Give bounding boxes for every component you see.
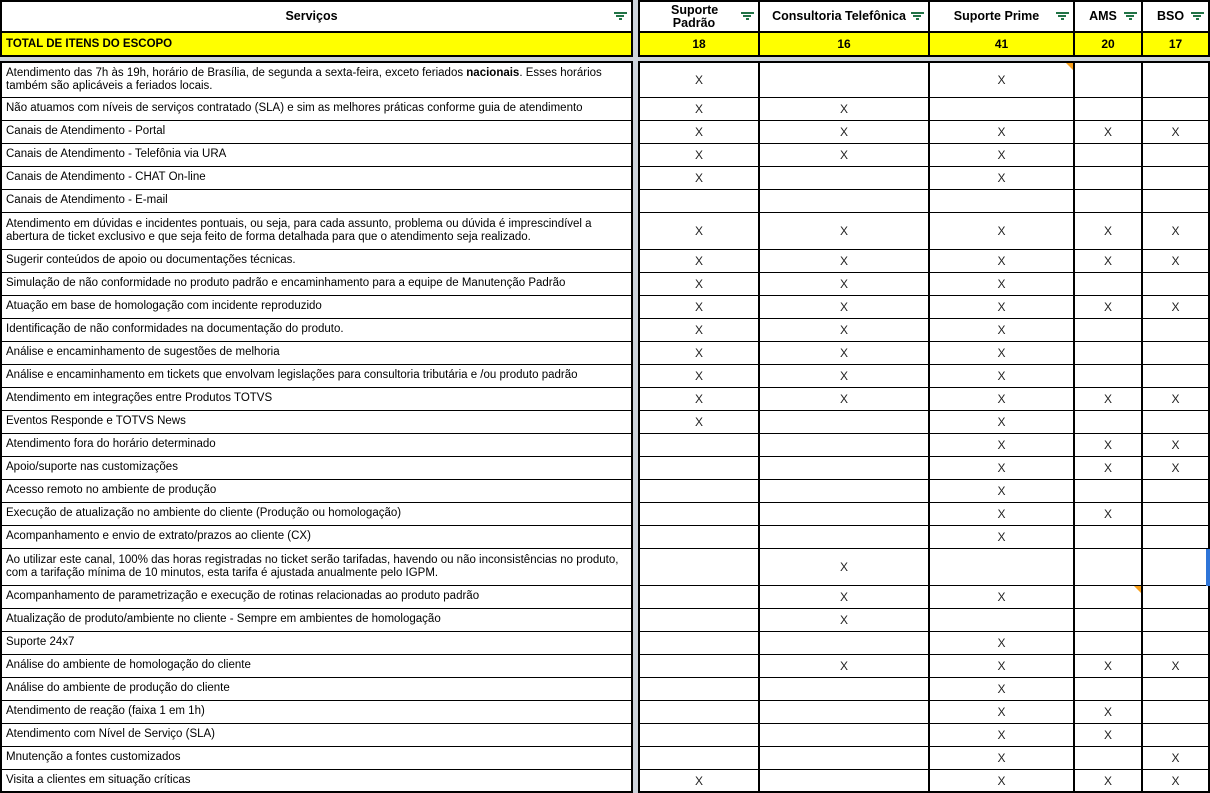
- table-row: [0, 770, 1210, 793]
- comment-indicator-icon: [1134, 586, 1141, 593]
- mark-cell-ams[interactable]: X: [1075, 655, 1143, 678]
- mark-cell-suporte-prime[interactable]: X: [930, 296, 1075, 319]
- service-name: Identificação de não conformidades na documentação do produto.: [6, 323, 344, 336]
- mark-cell-suporte-prime[interactable]: X: [930, 388, 1075, 411]
- mark-cell-suporte-padrao[interactable]: X: [638, 411, 760, 434]
- service-name-cell[interactable]: [0, 701, 633, 724]
- mark-cell-bso[interactable]: [1143, 342, 1210, 365]
- total-suporte-padrao[interactable]: 18: [638, 33, 760, 57]
- service-name: Apoio/suporte nas customizações: [6, 461, 178, 474]
- mark-cell-bso[interactable]: [1143, 480, 1210, 503]
- mark-cell-suporte-padrao[interactable]: [638, 678, 760, 701]
- header-label: Serviços: [285, 9, 338, 23]
- totals-label: TOTAL DE ITENS DO ESCOPO: [6, 38, 173, 50]
- service-name-cell[interactable]: [0, 503, 633, 526]
- service-name-cell[interactable]: [0, 632, 633, 655]
- service-name: Análise e encaminhamento em tickets que envolvam legislações para consultoria tributária e /ou produto padrão: [6, 369, 578, 382]
- header-label: AMS: [1089, 9, 1117, 23]
- totals-label-cell[interactable]: [0, 33, 633, 57]
- mark-cell-ams[interactable]: X: [1075, 296, 1143, 319]
- service-name: Ao utilizar este canal, 100% das horas registradas no ticket serão tarifadas, havendo ou não inconsistências no produto, com a tarifação mínima de 10 minutos, esta tarifa é ajustada anualmente pelo IGPM.: [6, 553, 619, 579]
- service-name: Suporte 24x7: [6, 636, 75, 649]
- mark-cell-suporte-prime[interactable]: X: [930, 319, 1075, 342]
- mark-cell-suporte-prime[interactable]: X: [930, 167, 1075, 190]
- table-row: [0, 296, 1210, 319]
- column-header-consultoria-telefonica[interactable]: [760, 0, 930, 33]
- totals-row: [0, 33, 1210, 57]
- mark-cell-ams[interactable]: X: [1075, 770, 1143, 793]
- service-name-cell[interactable]: [0, 411, 633, 434]
- mark-cell-ams[interactable]: [1075, 586, 1143, 609]
- mark-cell-consultoria-telefonica[interactable]: X: [760, 213, 930, 250]
- column-header-suporte-prime[interactable]: [930, 0, 1075, 33]
- mark-cell-consultoria-telefonica[interactable]: [760, 411, 930, 434]
- mark-cell-bso[interactable]: X: [1143, 770, 1210, 793]
- service-name-cell[interactable]: [0, 190, 633, 213]
- table-row: [0, 503, 1210, 526]
- column-header-bso[interactable]: [1143, 0, 1210, 33]
- mark-cell-bso[interactable]: X: [1143, 213, 1210, 250]
- mark-cell-suporte-prime[interactable]: [930, 190, 1075, 213]
- mark-cell-consultoria-telefonica[interactable]: [760, 632, 930, 655]
- mark-cell-suporte-prime[interactable]: X: [930, 144, 1075, 167]
- mark-cell-consultoria-telefonica[interactable]: X: [760, 144, 930, 167]
- mark-cell-consultoria-telefonica[interactable]: [760, 503, 930, 526]
- service-name-cell[interactable]: [0, 98, 633, 121]
- service-name-cell[interactable]: [0, 434, 633, 457]
- mark-cell-consultoria-telefonica[interactable]: [760, 167, 930, 190]
- table-row: [0, 724, 1210, 747]
- mark-cell-bso[interactable]: X: [1143, 655, 1210, 678]
- mark-cell-ams[interactable]: [1075, 342, 1143, 365]
- service-name: Canais de Atendimento - E-mail: [6, 194, 168, 207]
- mark-cell-ams[interactable]: [1075, 61, 1143, 98]
- service-name: Simulação de não conformidade no produto padrão e encaminhamento para a equipe de Manutenção Padrão: [6, 277, 566, 290]
- mark-cell-consultoria-telefonica[interactable]: X: [760, 655, 930, 678]
- mark-cell-ams[interactable]: [1075, 365, 1143, 388]
- mark-cell-suporte-prime[interactable]: X: [930, 747, 1075, 770]
- filter-icon[interactable]: [1123, 12, 1137, 22]
- table-row: [0, 609, 1210, 632]
- mark-cell-ams[interactable]: [1075, 632, 1143, 655]
- mark-cell-suporte-prime[interactable]: X: [930, 586, 1075, 609]
- mark-cell-consultoria-telefonica[interactable]: [760, 457, 930, 480]
- mark-cell-consultoria-telefonica[interactable]: [760, 61, 930, 98]
- table-row: [0, 388, 1210, 411]
- mark-cell-suporte-prime[interactable]: [930, 609, 1075, 632]
- mark-cell-suporte-padrao[interactable]: [638, 480, 760, 503]
- service-name: Acompanhamento e envio de extrato/prazos ao cliente (CX): [6, 530, 311, 543]
- header-label: Suporte Prime: [953, 9, 1040, 23]
- mark-cell-ams[interactable]: [1075, 411, 1143, 434]
- mark-cell-suporte-padrao[interactable]: X: [638, 319, 760, 342]
- mark-cell-consultoria-telefonica[interactable]: X: [760, 365, 930, 388]
- mark-cell-suporte-padrao[interactable]: [638, 549, 760, 586]
- mark-cell-bso[interactable]: [1143, 632, 1210, 655]
- table-row: [0, 365, 1210, 388]
- mark-cell-consultoria-telefonica[interactable]: X: [760, 121, 930, 144]
- service-name: Atendimento com Nível de Serviço (SLA): [6, 728, 216, 741]
- mark-cell-suporte-prime[interactable]: X: [930, 411, 1075, 434]
- service-name-cell[interactable]: [0, 609, 633, 632]
- total-suporte-prime[interactable]: 41: [930, 33, 1075, 57]
- mark-cell-suporte-padrao[interactable]: X: [638, 213, 760, 250]
- service-name: Atendimento das 7h às 19h, horário de Brasília, de segunda a sexta-feira, exceto feriados nacionais. Esses horários também são aplicáveis a feriados locais.: [6, 66, 602, 92]
- service-name-cell[interactable]: [0, 167, 633, 190]
- service-name: Atendimento em dúvidas e incidentes pontuais, ou seja, para cada assunto, problema ou dúvida é imprescindível a abertura de ticket exclusivo e que seja feito de forma detalhada para que o atendimento seja realizado.: [6, 217, 592, 243]
- mark-cell-bso[interactable]: [1143, 61, 1210, 98]
- mark-cell-suporte-padrao[interactable]: X: [638, 121, 760, 144]
- service-name-cell[interactable]: [0, 365, 633, 388]
- mark-cell-consultoria-telefonica[interactable]: X: [760, 549, 930, 586]
- mark-cell-consultoria-telefonica[interactable]: [760, 526, 930, 549]
- table-row: [0, 213, 1210, 250]
- service-name-cell[interactable]: [0, 388, 633, 411]
- table-row: [0, 655, 1210, 678]
- service-name-cell[interactable]: [0, 296, 633, 319]
- service-name-cell[interactable]: [0, 213, 633, 250]
- mark-cell-bso[interactable]: [1143, 144, 1210, 167]
- table-row: [0, 273, 1210, 296]
- mark-cell-ams[interactable]: [1075, 167, 1143, 190]
- service-name-cell[interactable]: [0, 655, 633, 678]
- mark-cell-ams[interactable]: X: [1075, 121, 1143, 144]
- mark-cell-consultoria-telefonica[interactable]: X: [760, 296, 930, 319]
- service-name-cell[interactable]: [0, 586, 633, 609]
- service-name-cell[interactable]: [0, 480, 633, 503]
- filter-icon[interactable]: [613, 12, 627, 22]
- mark-cell-suporte-padrao[interactable]: X: [638, 296, 760, 319]
- mark-cell-bso[interactable]: [1143, 190, 1210, 213]
- table-row: [0, 319, 1210, 342]
- mark-cell-suporte-padrao[interactable]: [638, 609, 760, 632]
- mark-cell-ams[interactable]: X: [1075, 503, 1143, 526]
- mark-cell-ams[interactable]: [1075, 144, 1143, 167]
- mark-cell-consultoria-telefonica[interactable]: [760, 701, 930, 724]
- mark-cell-consultoria-telefonica[interactable]: X: [760, 586, 930, 609]
- mark-cell-suporte-padrao[interactable]: [638, 503, 760, 526]
- mark-cell-bso[interactable]: X: [1143, 457, 1210, 480]
- service-name: Análise e encaminhamento de sugestões de melhoria: [6, 346, 280, 359]
- mark-cell-suporte-prime[interactable]: X: [930, 342, 1075, 365]
- mark-cell-consultoria-telefonica[interactable]: X: [760, 98, 930, 121]
- selection-edge-indicator: [1206, 549, 1210, 586]
- mark-cell-bso[interactable]: X: [1143, 121, 1210, 144]
- mark-cell-ams[interactable]: X: [1075, 213, 1143, 250]
- mark-cell-suporte-prime[interactable]: X: [930, 632, 1075, 655]
- mark-cell-suporte-padrao[interactable]: X: [638, 144, 760, 167]
- mark-cell-suporte-prime[interactable]: X: [930, 457, 1075, 480]
- mark-cell-consultoria-telefonica[interactable]: X: [760, 250, 930, 273]
- mark-cell-ams[interactable]: X: [1075, 457, 1143, 480]
- mark-cell-bso[interactable]: X: [1143, 747, 1210, 770]
- mark-cell-suporte-prime[interactable]: X: [930, 655, 1075, 678]
- filter-icon[interactable]: [1190, 12, 1204, 22]
- mark-cell-bso[interactable]: [1143, 609, 1210, 632]
- table-row: [0, 480, 1210, 503]
- table-body: [0, 61, 1210, 793]
- mark-cell-suporte-padrao[interactable]: X: [638, 250, 760, 273]
- table-row: [0, 121, 1210, 144]
- table-row: [0, 678, 1210, 701]
- mark-cell-consultoria-telefonica[interactable]: X: [760, 319, 930, 342]
- header-label: Suporte Padrão: [671, 2, 719, 30]
- mark-cell-suporte-prime[interactable]: X: [930, 503, 1075, 526]
- table-row: [0, 144, 1210, 167]
- mark-cell-ams[interactable]: [1075, 480, 1143, 503]
- mark-cell-consultoria-telefonica[interactable]: [760, 770, 930, 793]
- total-consultoria-telefonica[interactable]: 16: [760, 33, 930, 57]
- service-name-cell[interactable]: [0, 250, 633, 273]
- mark-cell-suporte-prime[interactable]: X: [930, 678, 1075, 701]
- mark-cell-ams[interactable]: [1075, 190, 1143, 213]
- mark-cell-suporte-prime[interactable]: [930, 98, 1075, 121]
- mark-cell-bso[interactable]: [1143, 319, 1210, 342]
- comment-indicator-icon: [1066, 63, 1073, 70]
- mark-cell-suporte-prime[interactable]: [930, 549, 1075, 586]
- mark-cell-suporte-padrao[interactable]: [638, 586, 760, 609]
- mark-cell-suporte-prime[interactable]: X: [930, 121, 1075, 144]
- table-row: [0, 411, 1210, 434]
- service-name: Atuação em base de homologação com incidente reproduzido: [6, 300, 322, 313]
- service-name: Análise do ambiente de produção do cliente: [6, 682, 230, 695]
- service-name: Análise do ambiente de homologação do cliente: [6, 659, 251, 672]
- column-header-ams[interactable]: [1075, 0, 1143, 33]
- table-row: [0, 632, 1210, 655]
- table-row: [0, 190, 1210, 213]
- mark-cell-bso[interactable]: [1143, 273, 1210, 296]
- mark-cell-bso[interactable]: [1143, 365, 1210, 388]
- mark-cell-consultoria-telefonica[interactable]: [760, 724, 930, 747]
- mark-cell-consultoria-telefonica[interactable]: X: [760, 609, 930, 632]
- service-name: Atualização de produto/ambiente no cliente - Sempre em ambientes de homologação: [6, 613, 441, 626]
- table-row: [0, 250, 1210, 273]
- mark-cell-suporte-prime[interactable]: X: [930, 250, 1075, 273]
- mark-cell-bso[interactable]: X: [1143, 250, 1210, 273]
- service-name-cell[interactable]: [0, 319, 633, 342]
- mark-cell-bso[interactable]: [1143, 98, 1210, 121]
- service-name: Acesso remoto no ambiente de produção: [6, 484, 217, 497]
- service-name: Não atuamos com níveis de serviços contratado (SLA) e sim as melhores práticas conforme guia de atendimento: [6, 102, 583, 115]
- service-name-cell[interactable]: [0, 121, 633, 144]
- mark-cell-suporte-padrao[interactable]: [638, 655, 760, 678]
- table-row: [0, 98, 1210, 121]
- mark-cell-bso[interactable]: [1143, 503, 1210, 526]
- service-name: Canais de Atendimento - Portal: [6, 125, 166, 138]
- mark-cell-suporte-prime[interactable]: X: [930, 724, 1075, 747]
- mark-cell-suporte-padrao[interactable]: X: [638, 167, 760, 190]
- mark-cell-suporte-padrao[interactable]: X: [638, 770, 760, 793]
- service-name-cell[interactable]: [0, 549, 633, 586]
- service-name: Execução de atualização no ambiente do cliente (Produção ou homologação): [6, 507, 402, 520]
- table-row: [0, 434, 1210, 457]
- mark-cell-suporte-padrao[interactable]: X: [638, 61, 760, 98]
- mark-cell-consultoria-telefonica[interactable]: [760, 678, 930, 701]
- header-row: [0, 0, 1210, 33]
- service-name-cell[interactable]: [0, 273, 633, 296]
- service-name: Canais de Atendimento - Telefônia via URA: [6, 148, 227, 161]
- service-name-cell[interactable]: [0, 342, 633, 365]
- service-name-cell[interactable]: [0, 457, 633, 480]
- mark-cell-ams[interactable]: [1075, 747, 1143, 770]
- table-row: [0, 457, 1210, 480]
- mark-cell-suporte-prime[interactable]: X: [930, 61, 1075, 98]
- mark-cell-ams[interactable]: [1075, 609, 1143, 632]
- service-name: Eventos Responde e TOTVS News: [6, 415, 186, 428]
- mark-cell-bso[interactable]: X: [1143, 388, 1210, 411]
- total-ams[interactable]: 20: [1075, 33, 1143, 57]
- service-name-cell[interactable]: [0, 678, 633, 701]
- mark-cell-consultoria-telefonica[interactable]: [760, 747, 930, 770]
- total-bso[interactable]: 17: [1143, 33, 1210, 57]
- filter-icon[interactable]: [1055, 12, 1069, 22]
- mark-cell-suporte-padrao[interactable]: [638, 747, 760, 770]
- mark-cell-suporte-prime[interactable]: X: [930, 213, 1075, 250]
- header-label: Consultoria Telefônica: [772, 9, 906, 23]
- mark-cell-consultoria-telefonica[interactable]: [760, 480, 930, 503]
- mark-cell-consultoria-telefonica[interactable]: [760, 190, 930, 213]
- service-name: Atendimento de reação (faixa 1 em 1h): [6, 705, 205, 718]
- service-name-cell[interactable]: [0, 770, 633, 793]
- mark-cell-suporte-padrao[interactable]: [638, 701, 760, 724]
- mark-cell-ams[interactable]: [1075, 549, 1143, 586]
- mark-cell-ams[interactable]: X: [1075, 434, 1143, 457]
- mark-cell-ams[interactable]: [1075, 319, 1143, 342]
- table-row: [0, 701, 1210, 724]
- table-row: [0, 586, 1210, 609]
- mark-cell-suporte-prime[interactable]: X: [930, 701, 1075, 724]
- service-name: Mnutenção a fontes customizados: [6, 751, 181, 764]
- header-label: BSO: [1156, 9, 1185, 23]
- mark-cell-suporte-padrao[interactable]: [638, 526, 760, 549]
- service-name: Acompanhamento de parametrização e execução de rotinas relacionadas ao produto padrão: [6, 590, 480, 603]
- mark-cell-bso[interactable]: [1143, 167, 1210, 190]
- mark-cell-suporte-padrao[interactable]: X: [638, 388, 760, 411]
- mark-cell-ams[interactable]: [1075, 98, 1143, 121]
- mark-cell-bso[interactable]: X: [1143, 434, 1210, 457]
- filter-icon[interactable]: [740, 12, 754, 22]
- mark-cell-suporte-prime[interactable]: X: [930, 273, 1075, 296]
- mark-cell-consultoria-telefonica[interactable]: X: [760, 273, 930, 296]
- table-row: [0, 747, 1210, 770]
- service-name-cell[interactable]: [0, 144, 633, 167]
- mark-cell-suporte-padrao[interactable]: X: [638, 98, 760, 121]
- column-header-servicos[interactable]: [0, 0, 633, 33]
- service-name: Atendimento fora do horário determinado: [6, 438, 216, 451]
- table-row: [0, 549, 1210, 586]
- service-name-cell[interactable]: [0, 747, 633, 770]
- mark-cell-suporte-prime[interactable]: X: [930, 434, 1075, 457]
- service-name: Canais de Atendimento - CHAT On-line: [6, 171, 206, 184]
- service-name-cell[interactable]: [0, 724, 633, 747]
- table-row: [0, 167, 1210, 190]
- mark-cell-suporte-prime[interactable]: X: [930, 526, 1075, 549]
- service-name: Sugerir conteúdos de apoio ou documentações técnicas.: [6, 254, 296, 267]
- service-name: Atendimento em integrações entre Produtos TOTVS: [6, 392, 273, 405]
- table-row: [0, 61, 1210, 98]
- mark-cell-ams[interactable]: X: [1075, 250, 1143, 273]
- mark-cell-suporte-padrao[interactable]: [638, 724, 760, 747]
- mark-cell-suporte-padrao[interactable]: [638, 434, 760, 457]
- mark-cell-ams[interactable]: [1075, 678, 1143, 701]
- service-name-cell[interactable]: [0, 61, 633, 98]
- mark-cell-suporte-padrao[interactable]: X: [638, 273, 760, 296]
- mark-cell-suporte-padrao[interactable]: X: [638, 342, 760, 365]
- mark-cell-bso[interactable]: [1143, 701, 1210, 724]
- mark-cell-ams[interactable]: [1075, 526, 1143, 549]
- mark-cell-ams[interactable]: [1075, 273, 1143, 296]
- mark-cell-bso[interactable]: [1143, 678, 1210, 701]
- mark-cell-bso[interactable]: [1143, 549, 1210, 586]
- mark-cell-ams[interactable]: X: [1075, 701, 1143, 724]
- mark-cell-suporte-prime[interactable]: X: [930, 365, 1075, 388]
- service-name-cell[interactable]: [0, 526, 633, 549]
- mark-cell-bso[interactable]: [1143, 411, 1210, 434]
- mark-cell-suporte-padrao[interactable]: [638, 190, 760, 213]
- filter-icon[interactable]: [910, 12, 924, 22]
- mark-cell-bso[interactable]: [1143, 526, 1210, 549]
- mark-cell-suporte-prime[interactable]: X: [930, 770, 1075, 793]
- mark-cell-suporte-padrao[interactable]: [638, 632, 760, 655]
- mark-cell-ams[interactable]: X: [1075, 724, 1143, 747]
- table-row: [0, 526, 1210, 549]
- mark-cell-bso[interactable]: X: [1143, 296, 1210, 319]
- table-row: [0, 342, 1210, 365]
- mark-cell-suporte-padrao[interactable]: X: [638, 365, 760, 388]
- mark-cell-suporte-padrao[interactable]: [638, 457, 760, 480]
- service-name: Visita a clientes em situação críticas: [6, 773, 191, 786]
- mark-cell-bso[interactable]: [1143, 586, 1210, 609]
- mark-cell-consultoria-telefonica[interactable]: X: [760, 388, 930, 411]
- mark-cell-ams[interactable]: X: [1075, 388, 1143, 411]
- mark-cell-consultoria-telefonica[interactable]: X: [760, 342, 930, 365]
- mark-cell-bso[interactable]: [1143, 724, 1210, 747]
- column-header-suporte-padrao[interactable]: [638, 0, 760, 33]
- mark-cell-consultoria-telefonica[interactable]: [760, 434, 930, 457]
- mark-cell-suporte-prime[interactable]: X: [930, 480, 1075, 503]
